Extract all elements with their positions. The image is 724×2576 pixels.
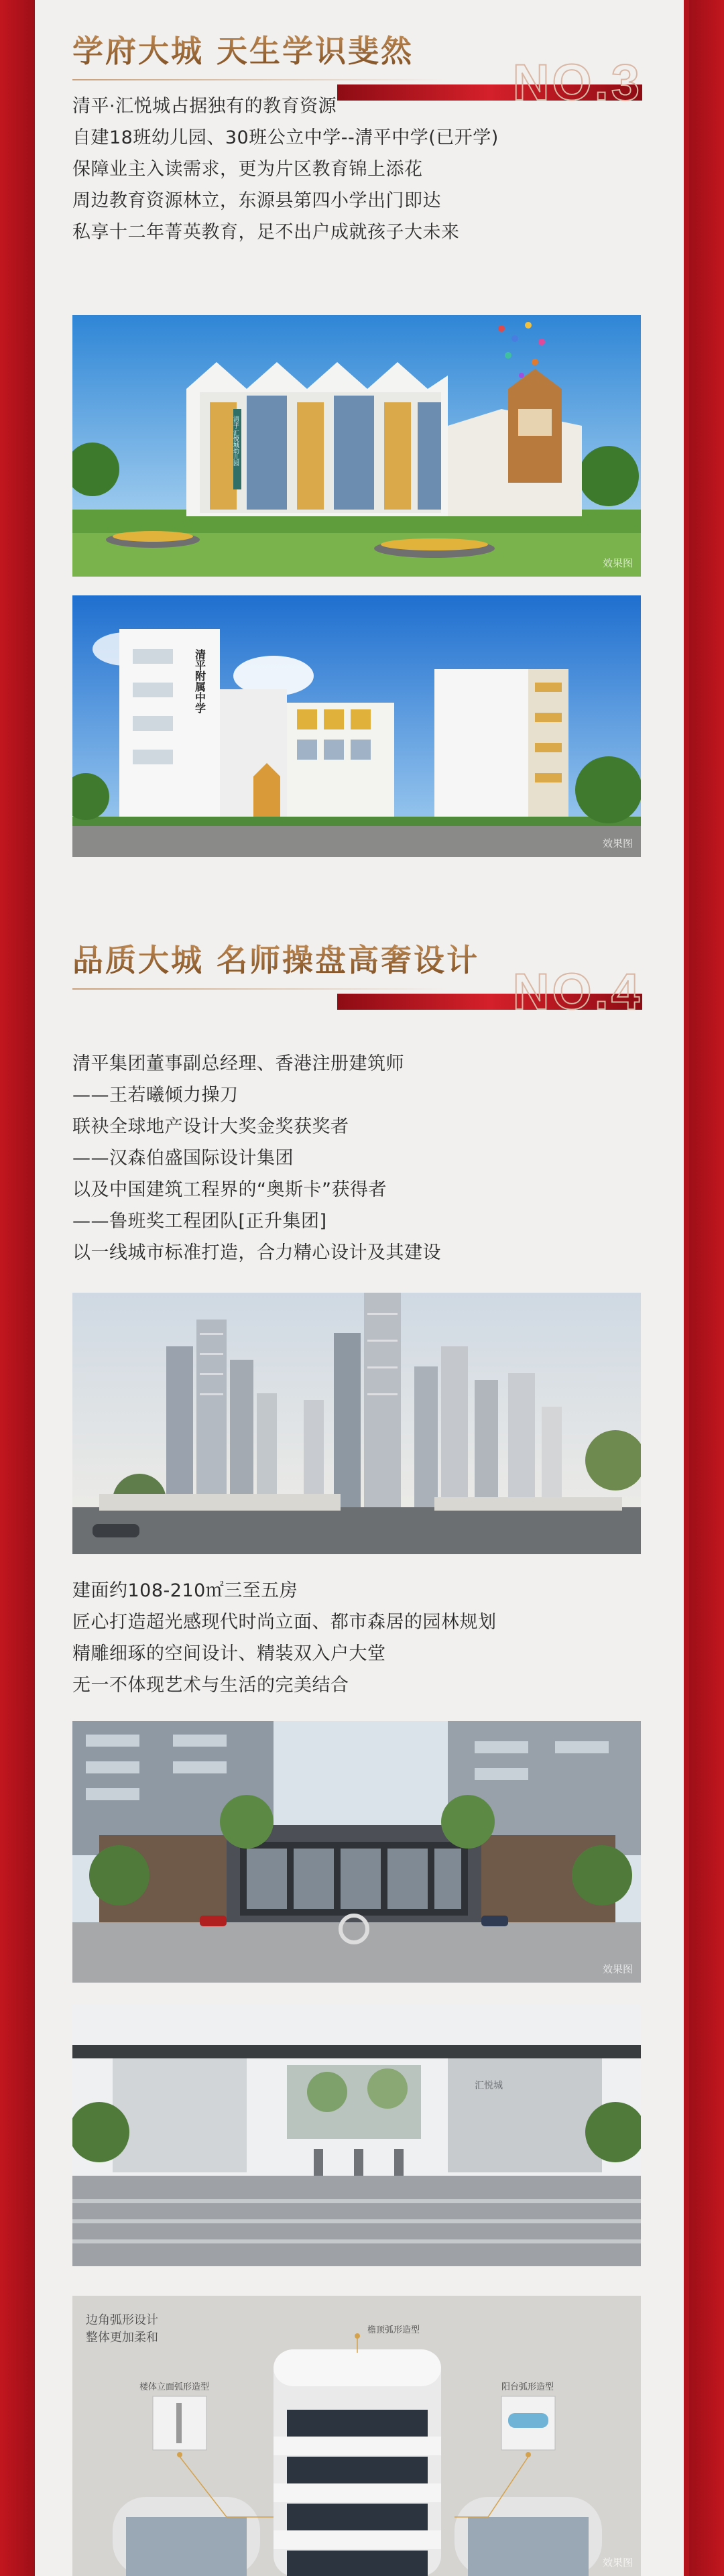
residential-towers-rendering bbox=[72, 1293, 641, 1554]
diagram-heading-line1: 边角弧形设计 bbox=[86, 2313, 158, 2327]
section-header-design bbox=[72, 936, 642, 1020]
watermark: 效果图 bbox=[602, 837, 633, 850]
text-line: ——王若曦倾力操刀 bbox=[72, 1085, 239, 1106]
text-line: 清平·汇悦城占据独有的教育资源 bbox=[72, 96, 337, 117]
section-number: NO.4 bbox=[512, 963, 642, 1020]
watermark: 效果图 bbox=[602, 2557, 633, 2569]
kindergarten-sign: 清平·汇悦城幼儿园 bbox=[232, 416, 239, 466]
kindergarten-rendering bbox=[72, 315, 641, 577]
diagram-heading-line2: 整体更加柔和 bbox=[86, 2331, 158, 2345]
text-line: 私享十二年菁英教育，足不出户成就孩子大未来 bbox=[72, 222, 460, 243]
text-line: ——鲁班奖工程团队[正升集团] bbox=[72, 1211, 327, 1232]
text-line: 以及中国建筑工程界的“奥斯卡”获得者 bbox=[72, 1179, 387, 1200]
unit-description bbox=[72, 1575, 649, 1701]
content-page bbox=[35, 0, 684, 2576]
arc-design-diagram bbox=[72, 2296, 641, 2576]
label-eave-arc: 檐顶弧形造型 bbox=[367, 2325, 420, 2335]
label-facade-arc: 楼体立面弧形造型 bbox=[139, 2382, 210, 2392]
text-line: 精雕细琢的空间设计、精装双入户大堂 bbox=[72, 1643, 386, 1664]
text-line: 无一不体现艺术与生活的完美结合 bbox=[72, 1675, 349, 1696]
label-balcony-arc: 阳台弧形造型 bbox=[501, 2382, 554, 2392]
section-number: NO.3 bbox=[512, 54, 642, 111]
section-title: 学府大城 天生学识斐然 bbox=[72, 27, 414, 71]
text-line: 清平集团董事副总经理、香港注册建筑师 bbox=[72, 1053, 404, 1074]
school-sign: 清平附属中学 bbox=[193, 649, 206, 713]
text-line: 自建18班幼儿园、30班公立中学--清平中学(已开学) bbox=[72, 127, 499, 148]
design-team-description bbox=[72, 1048, 649, 1269]
education-description bbox=[72, 91, 649, 248]
title-underline bbox=[72, 79, 448, 80]
text-line: 匠心打造超光感现代时尚立面、都市森居的园林规划 bbox=[72, 1612, 497, 1633]
title-underline bbox=[72, 988, 448, 990]
text-line: 保障业主入读需求，更为片区教育锦上添花 bbox=[72, 159, 423, 180]
text-line: 建面约108-210㎡三至五房 bbox=[72, 1580, 298, 1601]
text-line: 以一线城市标准打造，合力精心设计及其建设 bbox=[72, 1242, 441, 1263]
section-title: 品质大城 名师操盘高奢设计 bbox=[72, 936, 479, 980]
text-line: ——汉森伯盛国际设计集团 bbox=[72, 1148, 294, 1169]
text-line: 联袂全球地产设计大奖金奖获奖者 bbox=[72, 1116, 349, 1137]
watermark: 效果图 bbox=[602, 1963, 633, 1975]
watermark: 效果图 bbox=[602, 557, 633, 569]
middle-school-rendering bbox=[72, 595, 641, 857]
text-line: 周边教育资源林立，东源县第四小学出门即达 bbox=[72, 190, 441, 211]
left-red-frame bbox=[0, 0, 35, 2576]
entrance-sign: 汇悦城 bbox=[475, 2081, 503, 2091]
community-gate-rendering bbox=[72, 2005, 641, 2266]
grand-entrance-rendering bbox=[72, 1721, 641, 1983]
right-red-frame bbox=[689, 0, 724, 2576]
